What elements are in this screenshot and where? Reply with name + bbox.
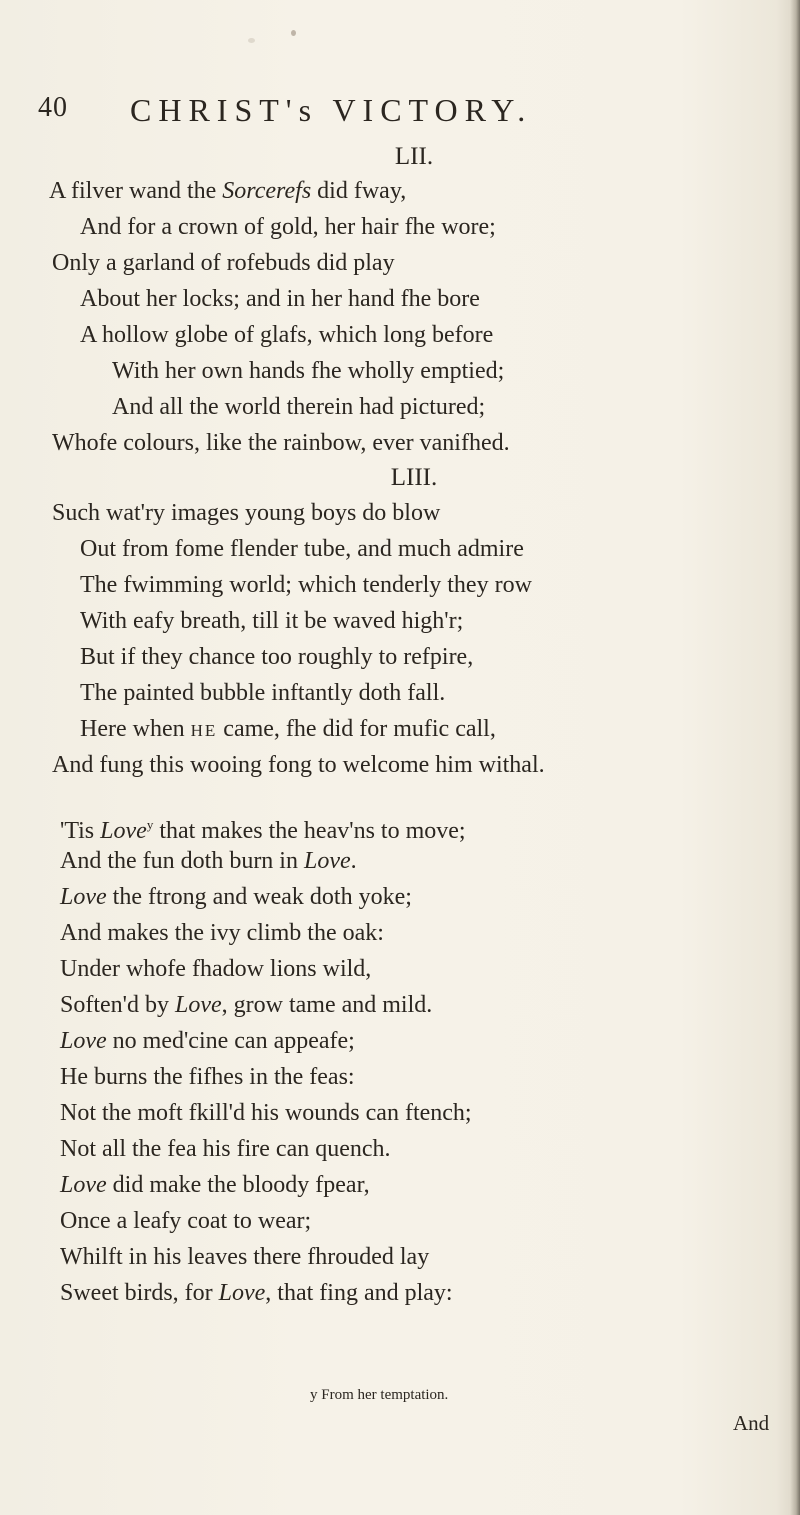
stanza-53-line-4: With eafy breath, till it be waved high'r; (80, 608, 464, 634)
song-line-14: Sweet birds, for Love, that fing and play: (60, 1280, 453, 1306)
song-line-3: Love the ftrong and weak doth yoke; (60, 884, 412, 910)
ink-speck (248, 38, 255, 43)
running-head (0, 92, 800, 132)
song-line-11: Love did make the bloody fpear, (60, 1172, 370, 1198)
stanza-52-line-5: A hollow globe of glafs, which long before (80, 322, 494, 348)
stanza-53-line-7: Here when HE came, fhe did for mufic call, (80, 716, 496, 742)
stanza-number-53: LIII. (390, 464, 438, 491)
running-title: CHRIST's VICTORY. (130, 92, 533, 128)
stanza-53-line-3: The fwimming world; which tenderly they row (80, 572, 532, 598)
song-line-1: 'Tis Love$^y$ that makes the heav'ns to move; (60, 817, 466, 844)
catchword: And (733, 1411, 770, 1435)
song-line-2: And the fun doth burn in Love. (60, 848, 357, 874)
stanza-53-line-8: And fung this wooing fong to welcome him withal. (52, 752, 545, 778)
stanza-52-line-7: And all the world therein had pictured; (112, 394, 486, 420)
song-line-8: He burns the fifhes in the feas: (60, 1064, 355, 1090)
stanza-52-line-8: Whofe colours, like the rainbow, ever vanifhed. (52, 430, 510, 456)
stanza-52-line-3: Only a garland of rofebuds did play (52, 250, 395, 276)
page-number: 40 (38, 92, 68, 123)
song-line-13: Whilft in his leaves there fhrouded lay (60, 1244, 430, 1270)
page-edge-shadow (790, 0, 800, 1515)
song-line-4: And makes the ivy climb the oak: (60, 920, 384, 946)
stanza-53-line-1: Such wat'ry images young boys do blow (52, 500, 441, 526)
song-line-9: Not the moft fkill'd his wounds can ftench; (60, 1100, 472, 1126)
stanza-53-line-5: But if they chance too roughly to refpire, (80, 644, 474, 670)
song-line-7: Love no med'cine can appeafe; (60, 1028, 355, 1054)
stanza-52-line-2: And for a crown of gold, her hair fhe wore; (80, 214, 496, 240)
song-line-10: Not all the fea his fire can quench. (60, 1136, 391, 1162)
stanza-53-line-2: Out from fome flender tube, and much admire (80, 536, 524, 562)
stanza-number-52: LII. (394, 143, 434, 170)
song-line-5: Under whofe fhadow lions wild, (60, 956, 372, 982)
footnote: y From her temptation. (310, 1387, 449, 1403)
stanza-52-line-6: With her own hands fhe wholly emptied; (112, 358, 505, 384)
song-line-6: Soften'd by Love, grow tame and mild. (60, 992, 433, 1018)
stanza-53-line-6: The painted bubble inftantly doth fall. (80, 680, 446, 706)
stanza-52-line-4: About her locks; and in her hand fhe bore (80, 286, 480, 312)
song-line-12: Once a leafy coat to wear; (60, 1208, 312, 1234)
ink-speck (291, 30, 296, 36)
stanza-52-line-1: A filver wand the Sorcerefs did fway, (49, 178, 407, 204)
